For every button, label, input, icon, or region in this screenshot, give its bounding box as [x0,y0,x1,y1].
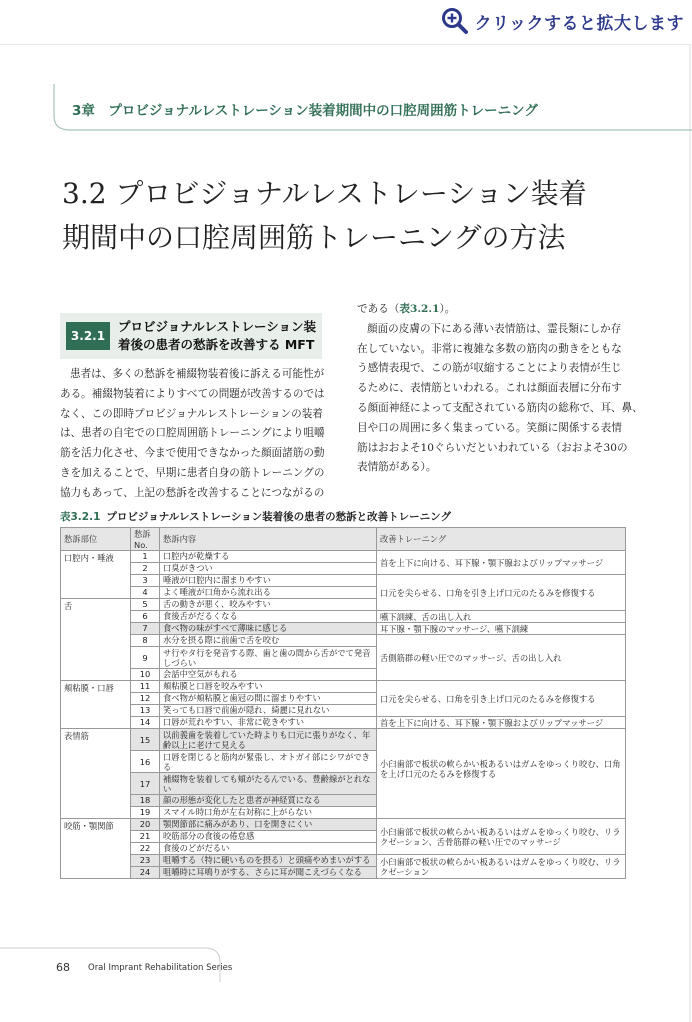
paragraph-line: 目や口の周囲に多く集まっている。笑顔に関係する表情 [357,421,622,434]
category-cell: 舌 [61,599,131,681]
complaint-cell: 補綴物を装着しても頬がたるんでいる、豊齢線がとれない [160,773,377,795]
number-cell: 19 [131,807,160,819]
number-cell: 22 [131,843,160,855]
training-cell: 嚥下訓練、舌の出し入れ [377,611,626,623]
table-row [61,717,626,729]
zoom-button[interactable] [441,6,684,36]
table-reference-link[interactable]: 表3.2.1 [399,303,440,315]
training-cell: 耳下腺・顎下腺のマッサージ、嚥下訓練 [377,623,626,635]
number-cell: 15 [131,729,160,751]
text-fragment: である（ [357,303,400,315]
number-cell: 10 [131,669,160,681]
training-cell: 口元を尖らせる、口角を引き上げ口元のたるみを修復する [377,681,626,717]
training-cell: 舌側筋群の軽い圧でのマッサージ、舌の出し入れ [377,635,626,681]
table-title: プロビジョナルレストレーション装着後の患者の愁訴と改善トレーニング [106,511,451,523]
complaint-cell: 顔の形態が変化したと患者が神経質になる [160,795,377,807]
complaint-cell: 頬粘膜と口唇を咬みやすい [160,681,377,693]
complaint-cell: 口唇を閉じると筋肉が緊張し、オトガイ部にシワができる [160,751,377,773]
complaint-cell: 水分を摂る際に前歯で舌を咬む [160,635,377,647]
number-cell: 8 [131,635,160,647]
complaint-cell: 咬筋部分の食後の倦怠感 [160,831,377,843]
table-row [61,551,626,563]
text-fragment: ）。 [439,303,456,315]
number-cell: 16 [131,751,160,773]
complaint-cell: 唾液が口腔内に溜まりやすい [160,575,377,587]
training-cell: 首を上下に向ける、耳下腺・顎下腺およびリップマッサージ [377,717,626,729]
complaint-cell: 食べ物が頬粘膜と歯冠の間に溜まりやすい [160,693,377,705]
left-column-text [60,365,325,504]
training-cell: 小臼歯部で板状の軟らかい板あるいはガムをゆっくり咬む、リラクゼーション、舌骨筋群の軽い圧でのマッサージ [377,819,626,855]
category-cell: 口腔内・唾液 [61,551,131,599]
complaint-cell: 食後舌がだるくなる [160,611,377,623]
complaint-cell: 会話中空気がもれる [160,669,377,681]
paragraph-line: 顔面の皮膚の下にある薄い表情筋は、霊長類にしか存 [367,322,622,335]
number-cell: 12 [131,693,160,705]
complaint-cell: 咀嚼する（特に硬いものを摂る）と頭痛やめまいがする [160,855,377,867]
category-cell: 表情筋 [61,729,131,819]
paragraph-line: なく、この即時プロビジョナルレストレーションの装着 [60,407,323,420]
category-cell: 頬粘膜・口唇 [61,681,131,729]
paragraph-line: るために、表情筋といわれる。これは顔面表層に分布す [357,382,622,395]
complaint-cell: 食べ物の味がすべて薄味に感じる [160,623,377,635]
complaint-cell: 口唇が荒れやすい、非常に乾きやすい [160,717,377,729]
complaint-cell: スマイル時口角が左右対称に上がらない [160,807,377,819]
paragraph-line: 在していない。非常に複雑な多数の筋肉の動きをともな [357,342,622,355]
paragraph-line: は、患者の自宅での口腔周囲筋トレーニングにより咀嚼 [60,427,325,440]
zoom-label: クリックすると拡大します [474,13,684,34]
complaint-cell: よく唾液が口角から流れ出る [160,587,377,599]
table-row [61,611,626,623]
number-cell: 1 [131,551,160,563]
training-cell: 小臼歯部で板状の軟らかい板あるいはガムをゆっくり咬む、口角を上げ口元のたるみを修復する [377,729,626,819]
complaint-cell: 口腔内が乾燥する [160,551,377,563]
section-title [118,318,328,354]
number-cell: 3 [131,575,160,587]
number-cell: 9 [131,647,160,669]
right-column-text [357,300,643,478]
training-cell: 口元を尖らせる、口角を引き上げ口元のたるみを修復する [377,575,626,611]
paragraph-line [357,300,643,320]
main-title-line-1: 3.2 プロビジョナルレストレーション装着 [62,177,587,210]
number-cell: 17 [131,773,160,795]
number-cell: 14 [131,717,160,729]
chapter-heading: 3章 プロビジョナルレストレーション装着期間中の口腔周囲筋トレーニング [72,103,538,119]
table-row [61,575,626,587]
training-cell: 小臼歯部で板状の軟らかい板あるいはガムをゆっくり咬む、リラクゼーション [377,855,626,879]
number-cell: 18 [131,795,160,807]
number-cell: 6 [131,611,160,623]
paragraph-line: ある。補綴物装着によりすべての問題が改善するのでは [60,387,325,400]
section-title-line-1: プロビジョナルレストレーション装 [118,319,316,334]
number-cell: 11 [131,681,160,693]
complaint-cell: 舌の動きが悪く、咬みやすい [160,599,377,611]
series-name: Oral Imprant Rehabilitation Series [88,963,233,973]
table-row [61,623,626,635]
complaint-cell: 咀嚼時に耳鳴りがする、さらに耳が聞こえづらくなる [160,867,377,879]
number-cell: 2 [131,563,160,575]
section-number-badge: 3.2.1 [66,322,110,350]
number-cell: 23 [131,855,160,867]
number-cell: 20 [131,819,160,831]
complaint-cell: 以前義歯を装着していた時よりも口元に張りがなく、年齢以上に老けて見える [160,729,377,751]
table-row [61,855,626,867]
complaint-cell: サ行やタ行を発音する際、歯と歯の間から舌がでて発音しづらい [160,647,377,669]
number-cell: 4 [131,587,160,599]
table-number: 表3.2.1 [60,511,101,523]
header-cell: 愁訴内容 [160,528,377,551]
main-title [62,172,672,260]
main-title-line-2: 期間中の口腔周囲筋トレーニングの方法 [62,221,566,254]
header-cell: 愁訴 No. [131,528,160,551]
complaint-cell: 食後のどがだるい [160,843,377,855]
header-cell: 愁訴部位 [61,528,131,551]
paragraph-line: きを加えることで、早期に患者自身の筋トレーニングの [60,466,325,479]
paragraph-line: 筋はおおよそ10ぐらいだといわれている（おおよそ30の [357,441,628,454]
paragraph-line: 患者は、多くの愁訴を補綴物装着後に訴える可能性が [70,368,325,380]
training-cell: 首を上下に向ける、耳下腺・顎下腺およびリップマッサージ [377,551,626,575]
paragraph-line: る顔面神経によって支配されている筋肉の総称で、耳、鼻、 [357,401,643,414]
number-cell: 5 [131,599,160,611]
number-cell: 24 [131,867,160,879]
table-caption [60,509,451,524]
complaint-cell: 顎関節部に痛みがあり、口を開きにくい [160,819,377,831]
number-cell: 7 [131,623,160,635]
complaint-cell: 口臭がきつい [160,563,377,575]
table-row [61,819,626,831]
complaint-table [60,527,626,879]
paragraph-line: う感情表現で、この筋が収縮することにより表情が生じ [357,362,622,375]
number-cell: 21 [131,831,160,843]
complaint-cell: 笑っても口唇で前歯が隠れ、綺麗に見れない [160,705,377,717]
number-cell: 13 [131,705,160,717]
table-row [61,729,626,751]
paragraph-line: 筋を活力化させ、今まで使用できなかった顔面諸筋の動 [60,447,325,460]
magnifier-plus-icon [441,7,469,35]
table-row [61,635,626,647]
table-header-row [61,528,626,551]
section-title-line-2: 着後の患者の愁訴を改善する MFT [118,337,315,352]
header-cell: 改善トレーニング [377,528,626,551]
page-number: 68 [56,961,70,974]
category-cell: 咬筋・顎関節 [61,819,131,879]
paragraph-line: 協力もあって、上記の愁訴を改善することにつながるの [60,486,325,499]
table-row [61,681,626,693]
paragraph-line: 表情筋がある）。 [357,461,437,474]
zoom-bar [0,0,692,44]
